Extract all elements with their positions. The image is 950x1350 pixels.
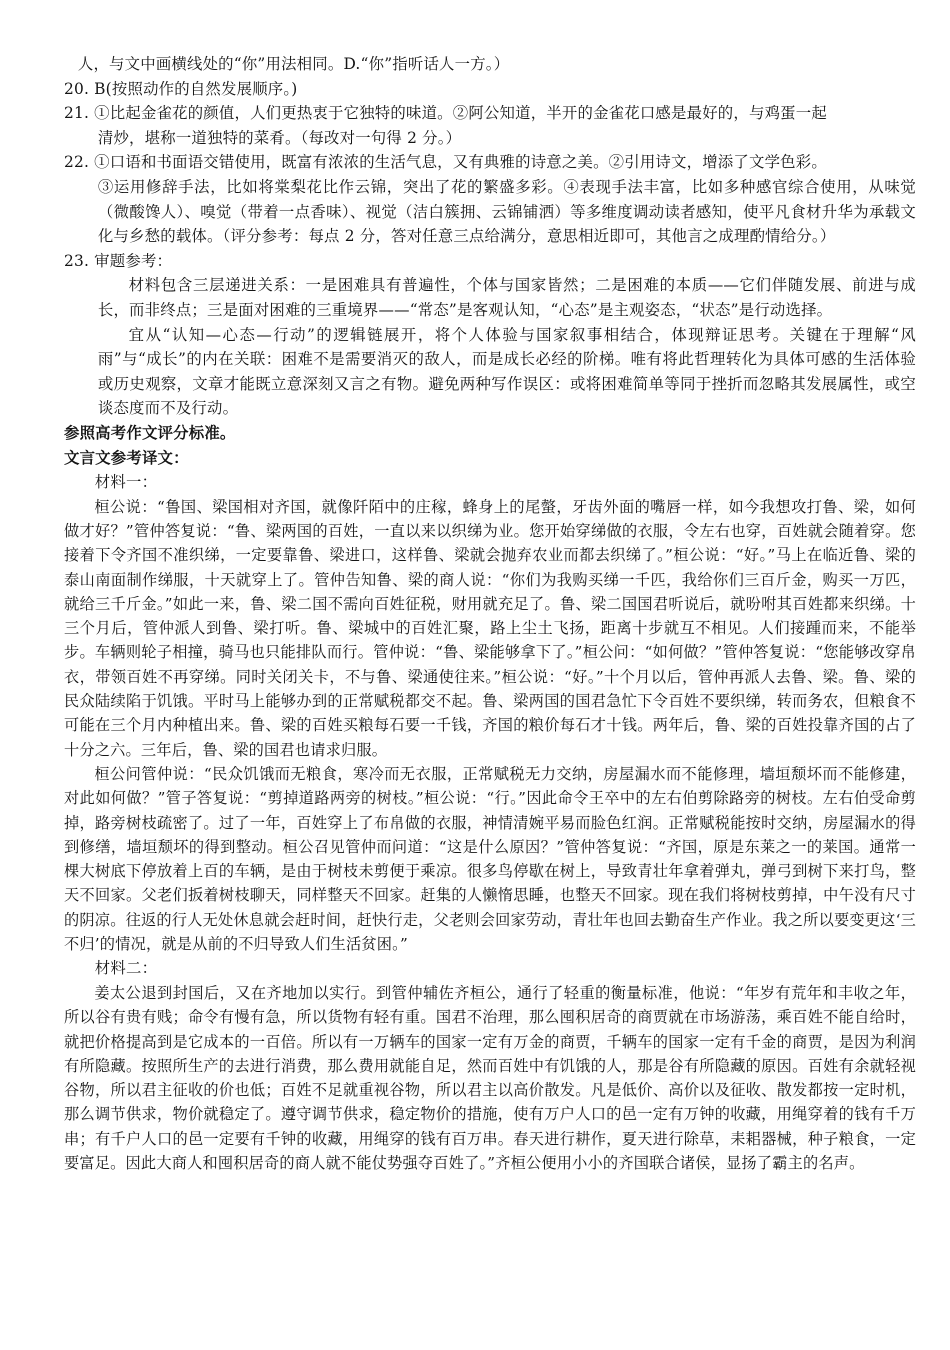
q22-answer-line1: 22. ①口语和书面语交错使用，既富有浓浓的生活气息，又有典雅的诗意之美。②引用诗文，增添了文学色彩。 <box>64 153 827 172</box>
q22-answer-rest: ③运用修辞手法，比如将棠梨花比作云锦，突出了花的繁盛多彩。④表现手法丰富，比如多种感官综合使用，从味觉（微酸馋人）、嗅觉（带着一点香味）、视觉（洁白簇拥、云锦铺洒）等多维度调动读者感知，使平凡食材升华为承载文化与乡愁的载体。（评分参考：每点 2 分，答对任意三点给满分，意思相近即可，其他言之成理酌情给分。） <box>97 177 916 246</box>
q23-title: 23. 审题参考： <box>64 251 173 270</box>
q21-answer-line2: 清炒，堪称一道独特的菜肴。（每改对一句得 2 分。） <box>97 128 462 147</box>
scoring-note: 参照高考作文评分标准。 <box>64 423 236 442</box>
material-1-paragraph-2: 桓公问管仲说：“民众饥饿而无粮食，寒冷而无衣服，正常赋税无力交纳，房屋漏水而不能修理，墙垣颓坏而不能修建，对此如何做？”管子答复说：“剪掉道路两旁的树枝。”桓公说：“行。”因此命令王卒中的左右伯剪除路旁的树枝。左右伯受命剪掉，路旁树枝疏密了。过了一年，百姓穿上了布帛做的衣服，神情清婉平易而脸色红润。正常赋税能按时交纳，房屋漏水的得到修缮，墙垣颓坏的得到整动。桓公召见管仲而问道：“这是什么原因？”管仲答复说：“齐国，原是东莱之一的莱国。通常一棵大树底下停放着上百的车辆，是由于树枝未剪便于乘凉。很多鸟停歇在树上，导致青壮年拿着弹丸，弹弓到树下来打鸟，整天不回家。父老们扳着树枝聊天，同样整天不回家。赶集的人懒惰思睡，也整天不回家。现在我们将树枝剪掉，中午没有尺寸的阴凉。往返的行人无处休息就会赶时间，赶快行走，父老则会回家劳动，青壮年也回去勤奋生产作业。我之所以要变更这‘三不归’的情况，就是从前的不归导致人们生活贫困。” <box>64 764 916 954</box>
material-2-label: 材料二： <box>94 959 158 978</box>
translation-heading: 文言文参考译文： <box>64 448 189 467</box>
q19-answer-tail: 人，与文中画横线处的“你”用法相同。D.“你”指听话人一方。） <box>77 55 510 73</box>
q23-paragraph-2: 宜从“认知—心态—行动”的逻辑链展开，将个人体验与国家叙事相结合，体现辩证思考。关键在于理解“风雨”与“成长”的内在关联：困难不是需要消灭的敌人，而是成长必经的阶梯。唯有将此哲理转化为具体可感的生活体验或历史观察，文章才能既立意深刻又言之有物。避免两种写作误区：或将困难简单等同于挫折而忽略其发展属性，或空谈态度而不及行动。 <box>97 325 916 418</box>
material-1-label: 材料一： <box>94 473 158 492</box>
q20-answer: 20. B(按照动作的自然发展顺序。) <box>64 79 298 98</box>
q21-answer-line1: 21. ①比起金雀花的颜值，人们更热衷于它独特的味道。②阿公知道，半开的金雀花口感是最好的，与鸡蛋一起 <box>64 104 827 123</box>
material-1-paragraph-1: 桓公说：“鲁国、梁国相对齐国，就像阡陌中的庄稼，蜂身上的尾螫，牙齿外面的嘴唇一样，如今我想攻打鲁、梁，如何做才好？”管仲答复说：“鲁、梁两国的百姓，一直以来以织绨为业。您开始穿绨做的衣服，令左右也穿，百姓就会随着穿。您接着下令齐国不准织绨，一定要靠鲁、梁进口，这样鲁、梁就会抛弃农业而都去织绨了。”桓公说：“好。”马上在临近鲁、梁的泰山南面制作绨服，十天就穿上了。管仲告知鲁、梁的商人说：“你们为我购买绨一千匹，我给你们三百斤金，购买一万匹，就给三千斤金。”如此一来，鲁、梁二国不需向百姓征税，财用就充足了。鲁、梁二国国君听说后，就吩咐其百姓都来织绨。十三个月后，管仲派人到鲁、梁打听。鲁、梁城中的百姓汇聚，路上尘土飞扬，距离十步就互不相见。人们接踵而来，不能举步。车辆则轮子相撞，骑马也只能排队而行。管仲说：“鲁、梁能够拿下了。”桓公问：“如何做？”管仲答复说：“您能够改穿帛衣，带领百姓不再穿绨。同时关闭关卡，不与鲁、梁通使往来。”桓公说：“好。”十个月以后，管仲再派人去鲁、梁。鲁、梁的民众陆续陷于饥饿。平时马上能够办到的正常赋税都交不起。鲁、梁两国的国君急忙下令百姓不要织绨，转而务农，但粮食不可能在三个月内种植出来。鲁、梁的百姓买粮每石要一千钱，齐国的粮价每石才十钱。两年后，鲁、梁的百姓投靠齐国的占了十分之六。三年后，鲁、梁的国君也请求归服。 <box>64 497 916 759</box>
q23-paragraph-1: 材料包含三层递进关系：一是困难具有普遍性，个体与国家皆然；二是困难的本质——它们伴随发展、前进与成长，而非终点；三是面对困难的三重境界——“常态”是客观认知，“心态”是主观姿态，“状态”是行动选择。 <box>97 276 916 319</box>
material-2-paragraph-1: 姜太公退到封国后，又在齐地加以实行。到管仲辅佐齐桓公，通行了轻重的衡量标准，他说：“年岁有荒年和丰收之年，所以谷有贵有贱；命令有慢有急，所以货物有轻有重。国君不治理，那么囤积居奇的商贾就在市场游荡，乘百姓不能自给时，就把价格提高到是它成本的一百倍。所以有一万辆车的国家一定有万金的商贾，千辆车的国家一定有千金的商贾，是因为利润有所隐藏。按照所生产的去进行消费，那么费用就能自足，然而百姓中有饥饿的人，那是谷有所隐藏的原因。百姓有余就轻视谷物，所以君主征收的价也低；百姓不足就重视谷物，所以君主以高价散发。凡是低价、高价以及征收、散发都按一定时机，那么调节供求，物价就稳定了。遵守调节供求，稳定物价的措施，使有万户人口的邑一定有万钟的收藏，用绳穿着的钱有千万串；有千户人口的邑一定要有千钟的收藏，用绳穿的钱有百万串。春天进行耕作，夏天进行除草，耒耜器械，种子粮食，一定要富足。因此大商人和囤积居奇的商人就不能仗势强夺百姓了。”齐桓公便用小小的齐国联合诸侯，显扬了霸主的名声。 <box>64 983 916 1172</box>
